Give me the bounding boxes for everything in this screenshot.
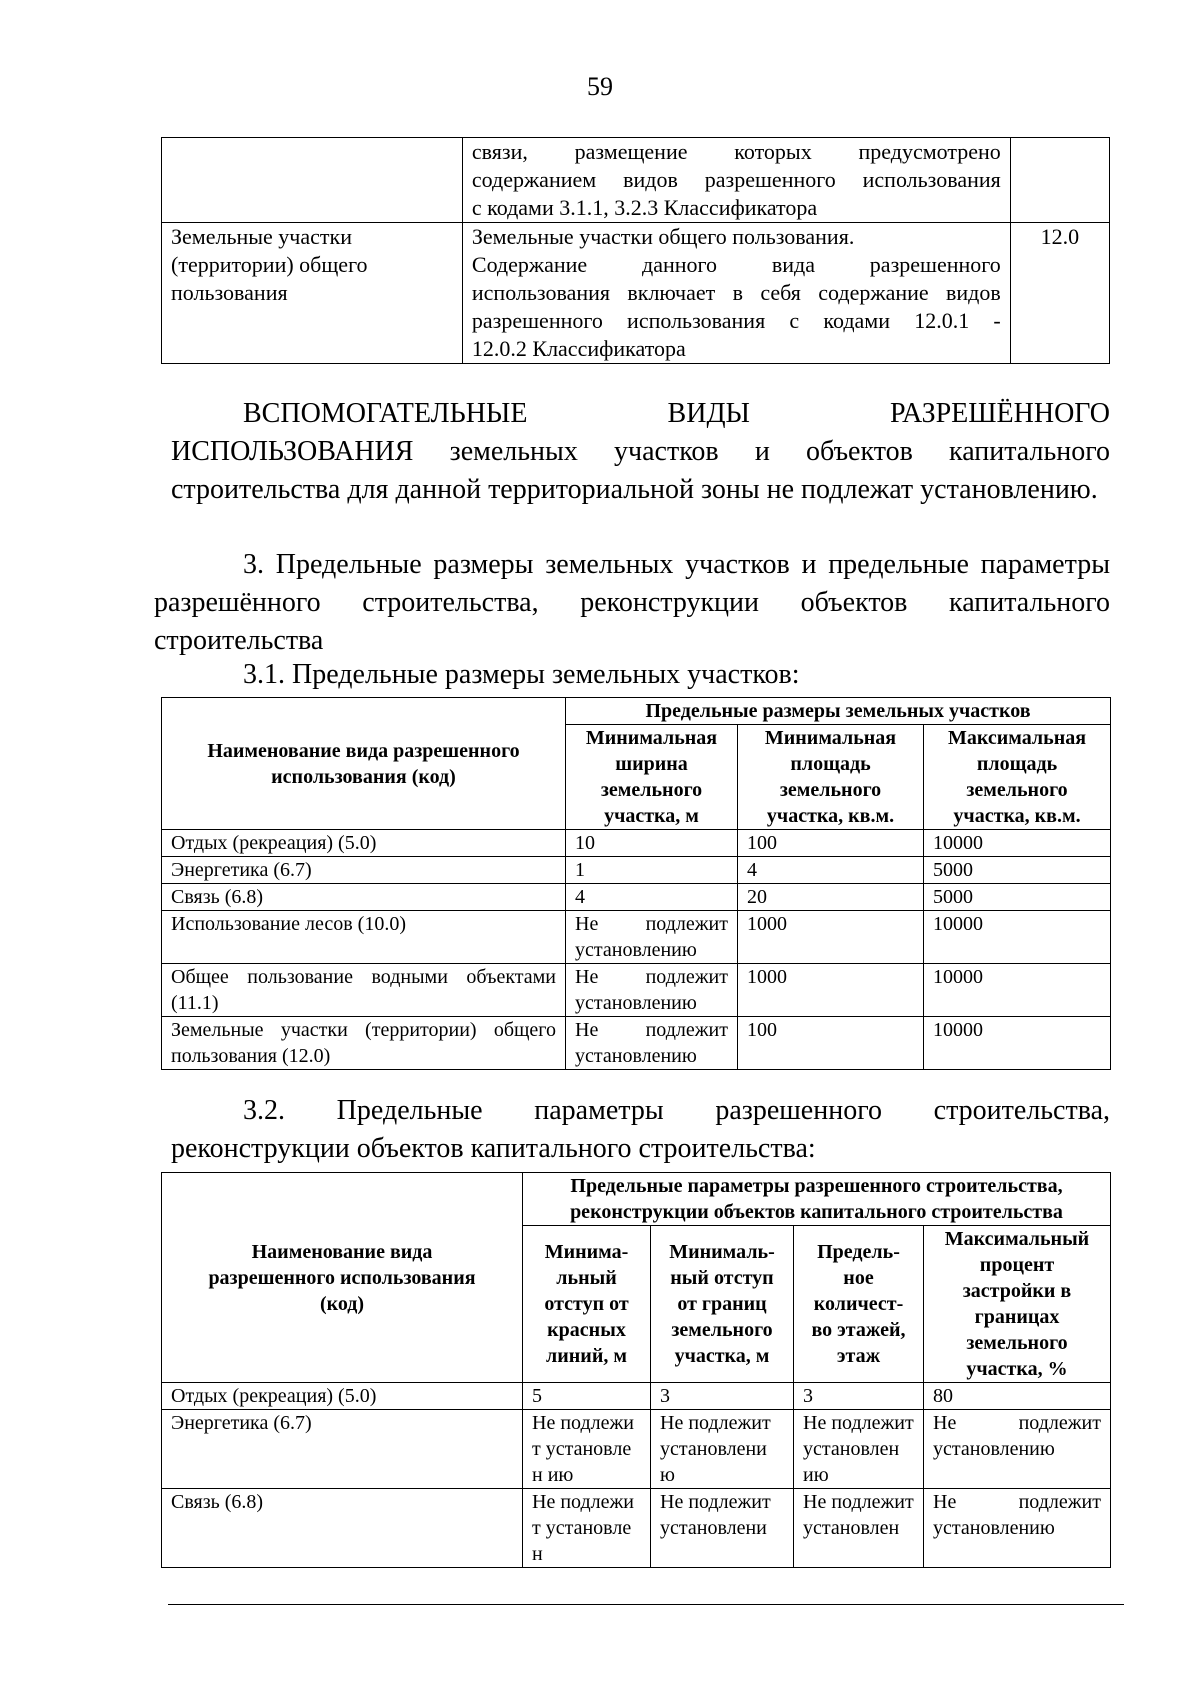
table-cell-description: Земельные участки общего пользования. Содержание данного вида разрешенного использования включает в себя содержание видов разрешенного использования с кодами 12.0.1 - 12.0.2 Классификатора bbox=[462, 223, 1010, 364]
page-number: 59 bbox=[587, 72, 613, 101]
table-cell: 5000 bbox=[924, 857, 1111, 884]
table-cell: Не подлежит установлени ю bbox=[651, 1410, 794, 1489]
table-cell-code bbox=[1010, 138, 1109, 223]
table-cell: 1 bbox=[566, 857, 738, 884]
table-cell-name: Использование лесов (10.0) bbox=[162, 911, 566, 964]
table-row bbox=[162, 884, 1111, 911]
table-cell: Не подлежит установлен bbox=[523, 1489, 651, 1568]
section-3-1-heading: 3.1. Предельные размеры земельных участков: bbox=[243, 659, 800, 690]
column-header-min-width: Минимальная ширина земельного участка, м bbox=[566, 725, 738, 830]
table-cell-name bbox=[162, 138, 463, 223]
table-cell: 20 bbox=[738, 884, 924, 911]
table-row bbox=[162, 1383, 1111, 1410]
group-header: Предельные размеры земельных участков bbox=[566, 698, 1111, 725]
table-row bbox=[162, 1410, 1111, 1489]
table-row bbox=[162, 964, 1111, 1017]
table-cell: 5 bbox=[523, 1383, 651, 1410]
column-header-boundary-setback: Минималь-ный отступ от границ земельного участка, м bbox=[651, 1226, 794, 1383]
table-cell: Не подлежит установлению bbox=[566, 911, 738, 964]
table-cell: Не подлежит установлению bbox=[566, 964, 738, 1017]
table-cell-name: Связь (6.8) bbox=[162, 884, 566, 911]
table-cell: 80 bbox=[924, 1383, 1111, 1410]
table-cell-name: Связь (6.8) bbox=[162, 1489, 523, 1568]
table-cell: Не подлежит установлен ию bbox=[794, 1410, 924, 1489]
table-cell: Не подлежит установлению bbox=[924, 1410, 1111, 1489]
column-header-name: Наименование вида разрешенного использования (код) bbox=[162, 698, 566, 830]
table-cell-code: 12.0 bbox=[1010, 223, 1109, 364]
table-cell: 100 bbox=[738, 830, 924, 857]
table-cell-name: Энергетика (6.7) bbox=[162, 857, 566, 884]
table-cell: Не подлежит установлению bbox=[924, 1489, 1111, 1568]
continuation-table bbox=[161, 137, 1110, 364]
table-row bbox=[162, 857, 1111, 884]
table-cell: 10000 bbox=[924, 830, 1111, 857]
column-header-name: Наименование вида разрешенного использования (код) bbox=[162, 1173, 523, 1383]
table-cell: 100 bbox=[738, 1017, 924, 1070]
table-cell: 3 bbox=[794, 1383, 924, 1410]
table-row bbox=[162, 223, 1110, 364]
table-cell-name: Общее пользование водными объектами (11.1) bbox=[162, 964, 566, 1017]
column-header-max-area: Максимальная площадь земельного участка, кв.м. bbox=[924, 725, 1111, 830]
group-header: Предельные параметры разрешенного строительства, реконструкции объектов капитального строительства bbox=[523, 1173, 1111, 1226]
column-header-coverage: Максимальный процент застройки в границах земельного участка, % bbox=[924, 1226, 1111, 1383]
table-cell-name: Отдых (рекреация) (5.0) bbox=[162, 830, 566, 857]
table-cell: 1000 bbox=[738, 964, 924, 1017]
table-cell: 10000 bbox=[924, 964, 1111, 1017]
table-row bbox=[162, 911, 1111, 964]
section-3-2-heading: 3.2. Предельные параметры разрешенного строительства, реконструкции объектов капитального строительства: bbox=[171, 1095, 1110, 1164]
table-header-row bbox=[162, 1173, 1111, 1226]
table-row bbox=[162, 1489, 1111, 1568]
table-cell: Не подлежит установлени bbox=[651, 1489, 794, 1568]
table-cell-name: Земельные участки (территории) общего пользования bbox=[162, 223, 463, 364]
table-cell: 10 bbox=[566, 830, 738, 857]
footer-rule bbox=[168, 1604, 1124, 1605]
table-cell: 10000 bbox=[924, 1017, 1111, 1070]
table-row bbox=[162, 830, 1111, 857]
table-cell-name: Энергетика (6.7) bbox=[162, 1410, 523, 1489]
section-3-heading: 3. Предельные размеры земельных участков и предельные параметры разрешённого строительства, реконструкции объектов капитального строительства bbox=[154, 549, 1110, 656]
table-cell: 10000 bbox=[924, 911, 1111, 964]
table-cell: Не подлежит установлен ию bbox=[523, 1410, 651, 1489]
table-cell: 4 bbox=[738, 857, 924, 884]
table-cell: Не подлежит установлен bbox=[794, 1489, 924, 1568]
table-cell-name: Отдых (рекреация) (5.0) bbox=[162, 1383, 523, 1410]
table-cell: 5000 bbox=[924, 884, 1111, 911]
table-cell: Не подлежит установлению bbox=[566, 1017, 738, 1070]
table-row bbox=[162, 1017, 1111, 1070]
column-header-red-line-setback: Минима-льный отступ от красных линий, м bbox=[523, 1226, 651, 1383]
table-row bbox=[162, 138, 1110, 223]
table-cell: 4 bbox=[566, 884, 738, 911]
land-plot-sizes-table bbox=[161, 697, 1111, 1070]
table-cell-description: связи, размещение которых предусмотрено содержанием видов разрешенного использования с кодами 3.1.1, 3.2.3 Классификатора bbox=[462, 138, 1010, 223]
table-cell-name: Земельные участки (территории) общего пользования (12.0) bbox=[162, 1017, 566, 1070]
table-header-row bbox=[162, 698, 1111, 725]
column-header-floors: Предель-ное количест-во этажей, этаж bbox=[794, 1226, 924, 1383]
construction-parameters-table bbox=[161, 1172, 1111, 1568]
table-cell: 1000 bbox=[738, 911, 924, 964]
column-header-min-area: Минимальная площадь земельного участка, кв.м. bbox=[738, 725, 924, 830]
auxiliary-uses-paragraph: ВСПОМОГАТЕЛЬНЫЕ ВИДЫ РАЗРЕШЁННОГО ИСПОЛЬЗОВАНИЯ земельных участков и объектов капитального строительства для данной территориальной зоны не подлежат установлению. bbox=[171, 398, 1110, 505]
table-cell: 3 bbox=[651, 1383, 794, 1410]
